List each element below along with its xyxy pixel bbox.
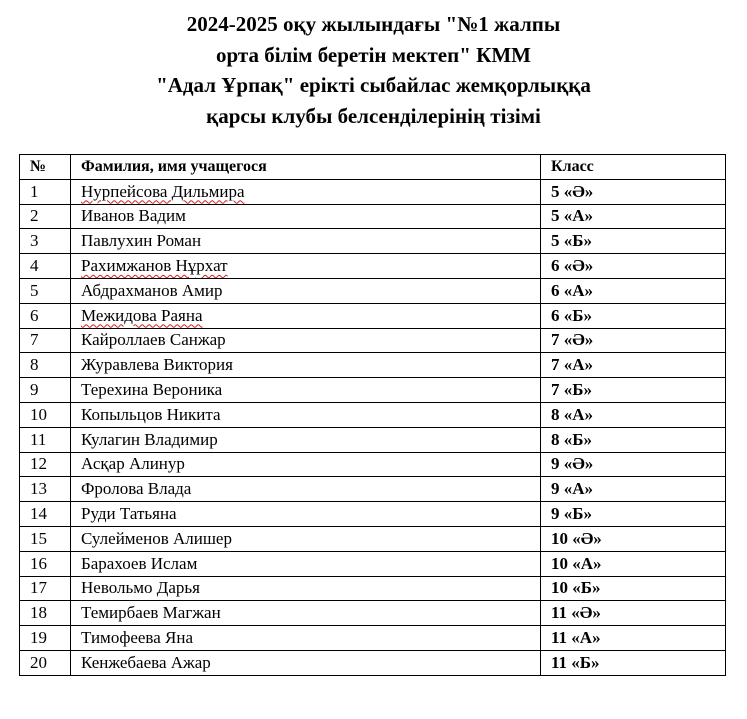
student-class: 9 «А» bbox=[541, 477, 726, 502]
row-number: 18 bbox=[20, 601, 71, 626]
student-class: 10 «Б» bbox=[541, 576, 726, 601]
row-number: 2 bbox=[20, 204, 71, 229]
header-class: Класс bbox=[541, 155, 726, 180]
student-class: 7 «Ә» bbox=[541, 328, 726, 353]
student-name: Копыльцов Никита bbox=[71, 402, 541, 427]
student-name: Кенжебаева Ажар bbox=[71, 650, 541, 675]
student-name: Асқар Алинур bbox=[71, 452, 541, 477]
student-class: 6 «А» bbox=[541, 278, 726, 303]
table-row bbox=[20, 502, 726, 527]
student-name: Кулагин Владимир bbox=[71, 427, 541, 452]
table-row bbox=[20, 427, 726, 452]
table-row bbox=[20, 452, 726, 477]
table-row bbox=[20, 477, 726, 502]
table-row bbox=[20, 526, 726, 551]
student-class: 11 «Б» bbox=[541, 650, 726, 675]
student-class: 7 «Б» bbox=[541, 378, 726, 403]
student-class: 11 «А» bbox=[541, 626, 726, 651]
student-class: 7 «А» bbox=[541, 353, 726, 378]
student-name: Абдрахманов Амир bbox=[71, 278, 541, 303]
student-name: Невольмо Дарья bbox=[71, 576, 541, 601]
table-row bbox=[20, 278, 726, 303]
title-line: орта білім беретін мектеп" КММ bbox=[215, 42, 531, 67]
student-class: 8 «А» bbox=[541, 402, 726, 427]
table-row bbox=[20, 353, 726, 378]
table-row bbox=[20, 179, 726, 204]
table-row bbox=[20, 204, 726, 229]
row-number: 12 bbox=[20, 452, 71, 477]
title-line: қарсы клубы белсенділерінің тізімі bbox=[206, 103, 541, 128]
student-class: 5 «Б» bbox=[541, 229, 726, 254]
row-number: 4 bbox=[20, 254, 71, 279]
student-name: Кайроллаев Санжар bbox=[71, 328, 541, 353]
header-student-name: Фамилия, имя учащегося bbox=[71, 155, 541, 180]
row-number: 19 bbox=[20, 626, 71, 651]
student-name: Руди Татьяна bbox=[71, 502, 541, 527]
student-name bbox=[71, 254, 541, 279]
row-number: 13 bbox=[20, 477, 71, 502]
student-name: Темирбаев Магжан bbox=[71, 601, 541, 626]
title-line: 2024-2025 оқу жылындағы "№1 жалпы bbox=[186, 12, 561, 36]
student-class: 9 «Б» bbox=[541, 502, 726, 527]
student-name: Журавлева Виктория bbox=[71, 353, 541, 378]
student-class: 10 «Ә» bbox=[541, 526, 726, 551]
row-number: 9 bbox=[20, 378, 71, 403]
row-number: 20 bbox=[20, 650, 71, 675]
student-class: 10 «А» bbox=[541, 551, 726, 576]
header-number: № bbox=[20, 155, 71, 180]
student-class: 11 «Ә» bbox=[541, 601, 726, 626]
student-class: 9 «Ә» bbox=[541, 452, 726, 477]
student-name: Тимофеева Яна bbox=[71, 626, 541, 651]
table-row bbox=[20, 601, 726, 626]
student-name: Фролова Влада bbox=[71, 477, 541, 502]
row-number: 16 bbox=[20, 551, 71, 576]
student-class: 5 «А» bbox=[541, 204, 726, 229]
student-name bbox=[71, 179, 541, 204]
row-number: 1 bbox=[20, 179, 71, 204]
row-number: 5 bbox=[20, 278, 71, 303]
table-row bbox=[20, 303, 726, 328]
row-number: 3 bbox=[20, 229, 71, 254]
student-name-text: Межидова Раяна bbox=[81, 305, 203, 325]
student-name: Павлухин Роман bbox=[71, 229, 541, 254]
table-row bbox=[20, 229, 726, 254]
student-name: Сулейменов Алишер bbox=[71, 526, 541, 551]
row-number: 6 bbox=[20, 303, 71, 328]
row-number: 7 bbox=[20, 328, 71, 353]
row-number: 11 bbox=[20, 427, 71, 452]
row-number: 8 bbox=[20, 353, 71, 378]
table-row bbox=[20, 328, 726, 353]
student-name: Барахоев Ислам bbox=[71, 551, 541, 576]
table-row bbox=[20, 551, 726, 576]
row-number: 10 bbox=[20, 402, 71, 427]
table-row bbox=[20, 626, 726, 651]
table-row bbox=[20, 378, 726, 403]
title-line: "Адал Ұрпақ" ерікті сыбайлас жемқорлыққа bbox=[156, 73, 591, 97]
row-number: 14 bbox=[20, 502, 71, 527]
table-row bbox=[20, 576, 726, 601]
student-name-text: Рахимжанов Нұрхат bbox=[81, 256, 228, 276]
student-name: Терехина Вероника bbox=[71, 378, 541, 403]
row-number: 15 bbox=[20, 526, 71, 551]
club-members-table bbox=[19, 154, 726, 676]
student-class: 5 «Ә» bbox=[541, 179, 726, 204]
student-class: 6 «Ә» bbox=[541, 254, 726, 279]
table-header-row bbox=[20, 155, 726, 180]
table-row bbox=[20, 402, 726, 427]
table-row bbox=[20, 254, 726, 279]
student-name: Иванов Вадим bbox=[71, 204, 541, 229]
table-row bbox=[20, 650, 726, 675]
document-title bbox=[0, 9, 747, 131]
student-name-text: Нурпейсова Дильмира bbox=[81, 181, 245, 201]
student-class: 8 «Б» bbox=[541, 427, 726, 452]
student-name bbox=[71, 303, 541, 328]
student-class: 6 «Б» bbox=[541, 303, 726, 328]
row-number: 17 bbox=[20, 576, 71, 601]
